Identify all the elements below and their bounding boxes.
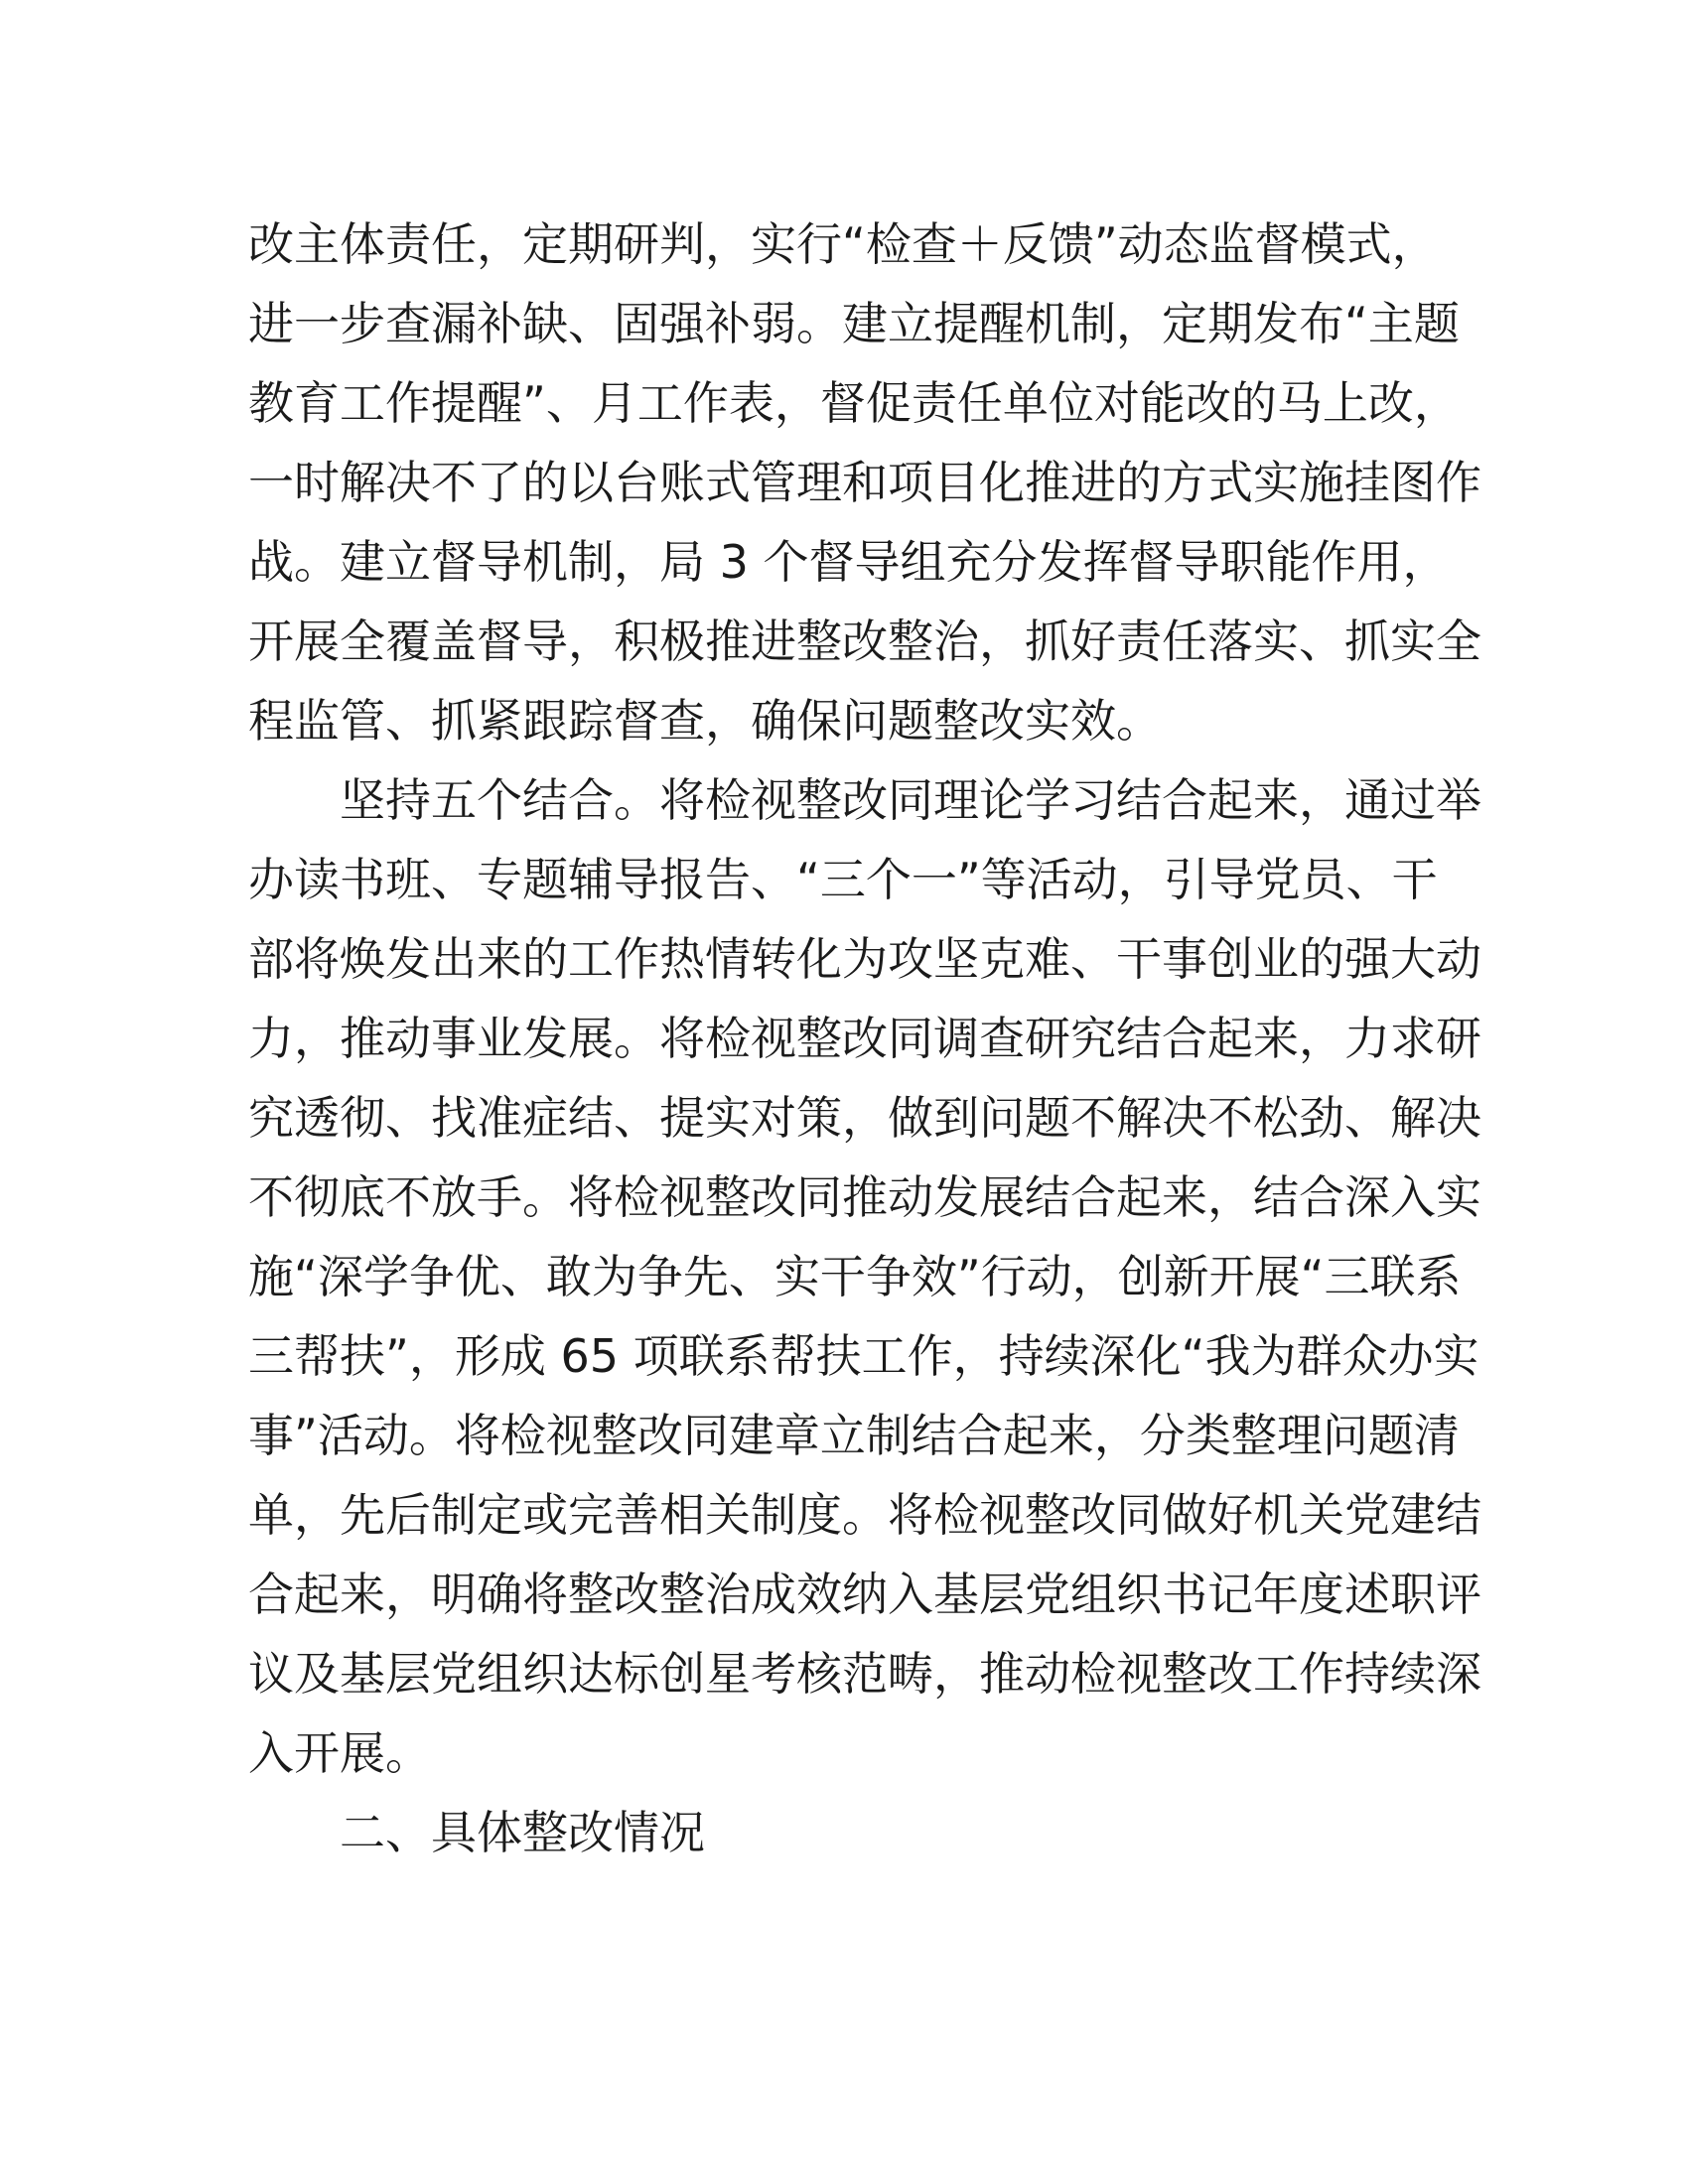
text-line: 一时解决不了的以台账式管理和项目化推进的方式实施挂图作	[248, 456, 1481, 509]
text-line: 力，推动事业发展。将检视整改同调查研究结合起来，力求研	[248, 1012, 1481, 1065]
text-line: 改主体责任，定期研判，实行“检查＋反馈”动态监督模式，	[248, 217, 1438, 271]
text-line: 入开展。	[248, 1726, 431, 1780]
text-line: 办读书班、专题辅导报告、“三个一”等活动，引导党员、干	[248, 853, 1438, 906]
heading-line: 二、具体整改情况	[248, 1806, 705, 1859]
text-line: 战。建立督导机制，局 3 个督导组充分发挥督导职能作用，	[248, 535, 1449, 589]
text-line: 部将焕发出来的工作热情转化为攻坚克难、干事创业的强大动	[248, 932, 1481, 986]
text-line: 坚持五个结合。将检视整改同理论学习结合起来，通过举	[248, 773, 1481, 827]
text-line: 议及基层党组织达标创星考核范畴，推动检视整改工作持续深	[248, 1647, 1481, 1701]
text-line: 不彻底不放手。将检视整改同推动发展结合起来，结合深入实	[248, 1170, 1481, 1224]
text-line: 合起来，明确将整改整治成效纳入基层党组织书记年度述职评	[248, 1568, 1481, 1621]
text-line: 教育工作提醒”、月工作表，督促责任单位对能改的马上改，	[248, 376, 1460, 430]
text-line: 进一步查漏补缺、固强补弱。建立提醒机制，定期发布“主题	[248, 297, 1460, 350]
text-line: 究透彻、找准症结、提实对策，做到问题不解决不松劲、解决	[248, 1091, 1481, 1145]
paragraph-supervision-mechanism	[248, 205, 1481, 760]
text-line: 三帮扶”，形成 65 项联系帮扶工作，持续深化“我为群众办实	[248, 1329, 1479, 1383]
text-line: 单，先后制定或完善相关制度。将检视整改同做好机关党建结	[248, 1488, 1481, 1542]
section-heading	[248, 1793, 1440, 1872]
text-line: 开展全覆盖督导，积极推进整改整治，抓好责任落实、抓实全	[248, 614, 1481, 668]
text-line: 施“深学争优、敢为争先、实干争效”行动，创新开展“三联系	[248, 1250, 1462, 1303]
text-line: 事”活动。将检视整改同建章立制结合起来，分类整理问题清	[248, 1409, 1460, 1462]
paragraph-five-combinations	[248, 760, 1481, 1793]
text-line: 程监管、抓紧跟踪督查，确保问题整改实效。	[248, 694, 1162, 748]
